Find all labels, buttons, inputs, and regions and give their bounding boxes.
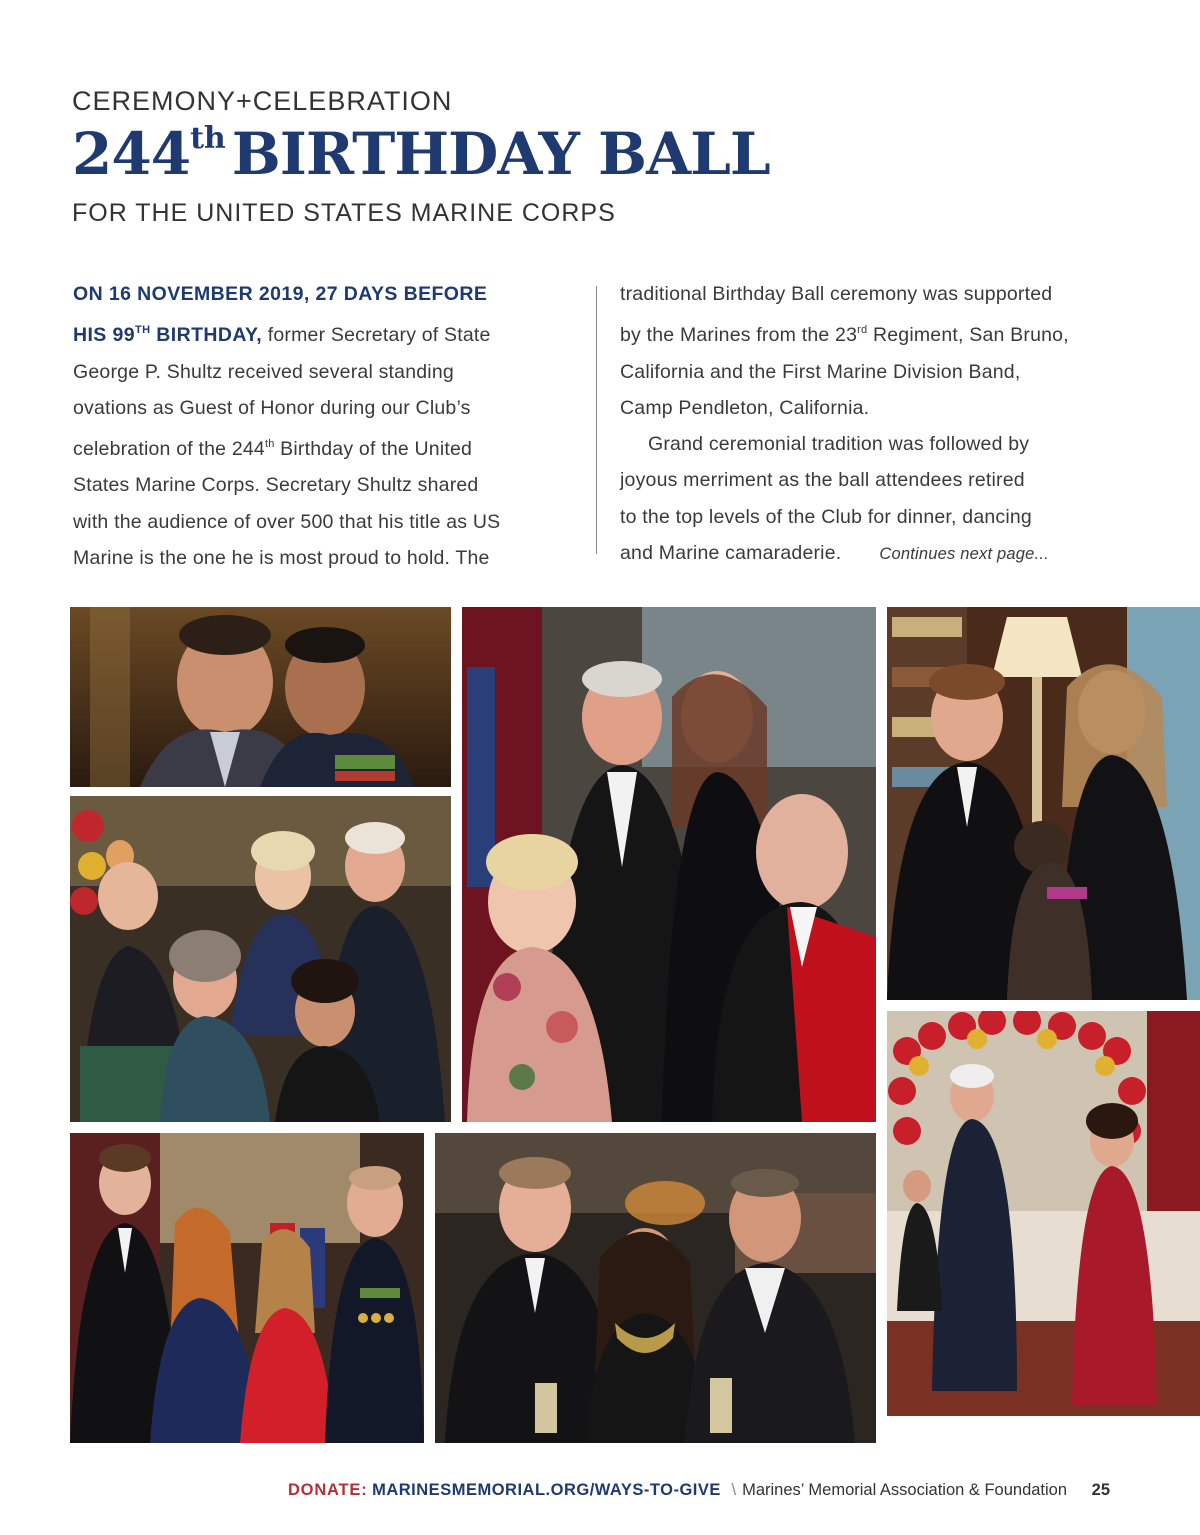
article-column-left [73,276,578,576]
article-column-right [620,276,1150,572]
event-photo-group-of-three [435,1133,876,1443]
event-photo-dancing-couple [887,1011,1200,1416]
article-line: joyous merriment as the ball attendees retired [620,469,1025,492]
article-line: by the Marines from the 23rd Regiment, San Bruno, [620,324,1069,347]
title-text: BIRTHDAY BALL [231,120,770,188]
title-number: 244 [72,120,191,188]
article-line: HIS 99TH BIRTHDAY, former Secretary of State [73,324,491,347]
article-line: Grand ceremonial tradition was followed by [648,433,1030,456]
article-line: traditional Birthday Ball ceremony was supported [620,283,1053,305]
article-line: Camp Pendleton, California. [620,396,870,419]
page-footer [288,1481,1110,1500]
page-number: 25 [1091,1481,1110,1499]
event-photo-couple-with-dog [887,607,1200,1000]
article-line: and Marine camaraderie. Continues next page... [620,542,1049,565]
article-line: ovations as Guest of Honor during our Club’s [73,396,471,419]
event-photo-group-of-four [70,1133,424,1443]
column-divider [596,286,597,554]
organization-name: Marines’ Memorial Association & Foundation [742,1481,1068,1499]
article-line: to the top levels of the Club for dinner, dancing [620,505,1032,528]
article-line: with the audience of over 500 that his title as US [73,510,501,533]
donate-link[interactable]: MARINESMEMORIAL.ORG/WAYS-TO-GIVE [372,1481,721,1499]
footer-separator: \ [731,1481,737,1499]
event-photo-group-of-five [70,796,451,1122]
article-line: Marine is the one he is most proud to hold. The [73,547,490,570]
page-subtitle: FOR THE UNITED STATES MARINE CORPS [72,199,616,227]
lead-line-1: ON 16 NOVEMBER 2019, 27 DAYS BEFORE [73,283,488,305]
article-line: celebration of the 244th Birthday of the United [73,438,473,461]
article-line: George P. Shultz received several standing [73,360,454,383]
article-line: California and the First Marine Division Band, [620,360,1021,383]
section-kicker: CEREMONY+CELEBRATION [72,86,453,116]
continues-note: Continues next page... [879,545,1049,564]
article-line: States Marine Corps. Secretary Shultz shared [73,474,479,497]
event-photo-two-men [70,607,451,787]
title-ordinal-suffix: th [190,121,226,156]
page-title [72,120,770,188]
donate-label: DONATE: [287,1481,368,1499]
event-photo-shultz-group [462,607,876,1122]
